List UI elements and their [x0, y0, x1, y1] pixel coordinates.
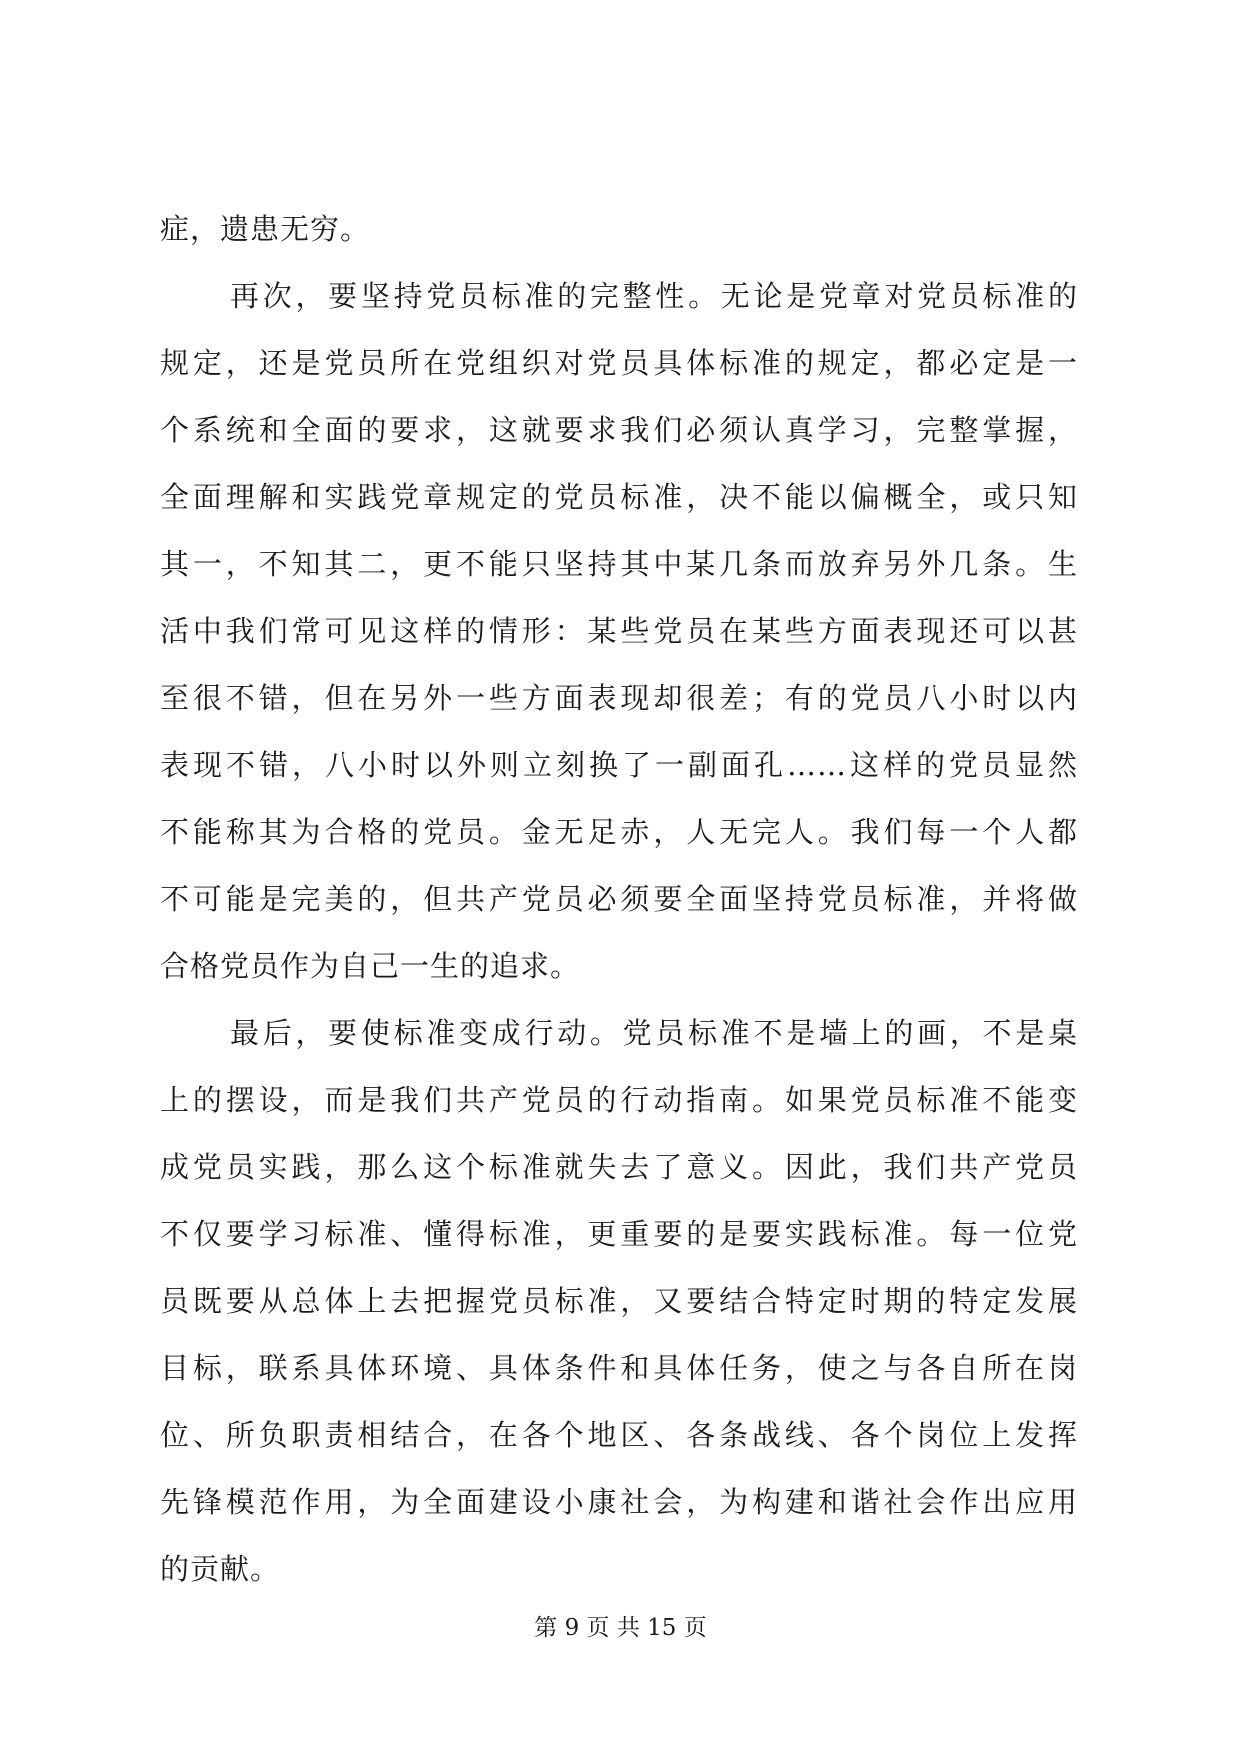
text-line: 的贡献。: [160, 1552, 281, 1586]
text-line: 个系统和全面的要求，这就要求我们必须认真学习，完整掌握，: [160, 413, 1078, 447]
text-line: 不能称其为合格的党员。金无足赤，人无完人。我们每一个人都: [160, 815, 1078, 849]
text-line: 不可能是完美的，但共产党员必须要全面坚持党员标准，并将做: [160, 882, 1078, 916]
text-line: 活中我们常可见这样的情形：某些党员在某些方面表现还可以甚: [160, 614, 1078, 648]
text-line: 位、所负职责相结合，在各个地区、各条战线、各个岗位上发挥: [160, 1418, 1078, 1452]
text-line: 规定，还是党员所在党组织对党员具体标准的规定，都必定是一: [160, 346, 1078, 380]
text-line: 上的摆设，而是我们共产党员的行动指南。如果党员标准不能变: [160, 1083, 1078, 1117]
page-footer: [0, 1613, 1241, 1643]
text-line: 合格党员作为自己一生的追求。: [160, 949, 581, 983]
paragraph: [160, 196, 1078, 263]
text-line: 目标，联系具体环境、具体条件和具体任务，使之与各自所在岗: [160, 1351, 1078, 1385]
text-line: 其一，不知其二，更不能只坚持其中某几条而放弃另外几条。生: [160, 547, 1078, 581]
text-line: 症，遗患无穷。: [160, 212, 371, 246]
text-line: 最后，要使标准变成行动。党员标准不是墙上的画，不是桌: [230, 1016, 1078, 1050]
text-line: 员既要从总体上去把握党员标准，又要结合特定时期的特定发展: [160, 1284, 1078, 1318]
text-line: 成党员实践，那么这个标准就失去了意义。因此，我们共产党员: [160, 1150, 1078, 1184]
paragraph: [160, 263, 1078, 1000]
text-line: 全面理解和实践党章规定的党员标准，决不能以偏概全，或只知: [160, 480, 1078, 514]
text-line: 先锋模范作用，为全面建设小康社会，为构建和谐社会作出应用: [160, 1485, 1078, 1519]
text-line: 表现不错，八小时以外则立刻换了一副面孔……这样的党员显然: [160, 748, 1078, 782]
text-line: 再次，要坚持党员标准的完整性。无论是党章对党员标准的: [230, 279, 1078, 313]
paragraph: [160, 1000, 1078, 1603]
document-body: [160, 196, 1078, 1603]
text-line: 不仅要学习标准、懂得标准，更重要的是要实践标准。每一位党: [160, 1217, 1078, 1251]
page-number-label: 第 9 页 共 15 页: [534, 1615, 707, 1641]
text-line: 至很不错，但在另外一些方面表现却很差；有的党员八小时以内: [160, 681, 1078, 715]
